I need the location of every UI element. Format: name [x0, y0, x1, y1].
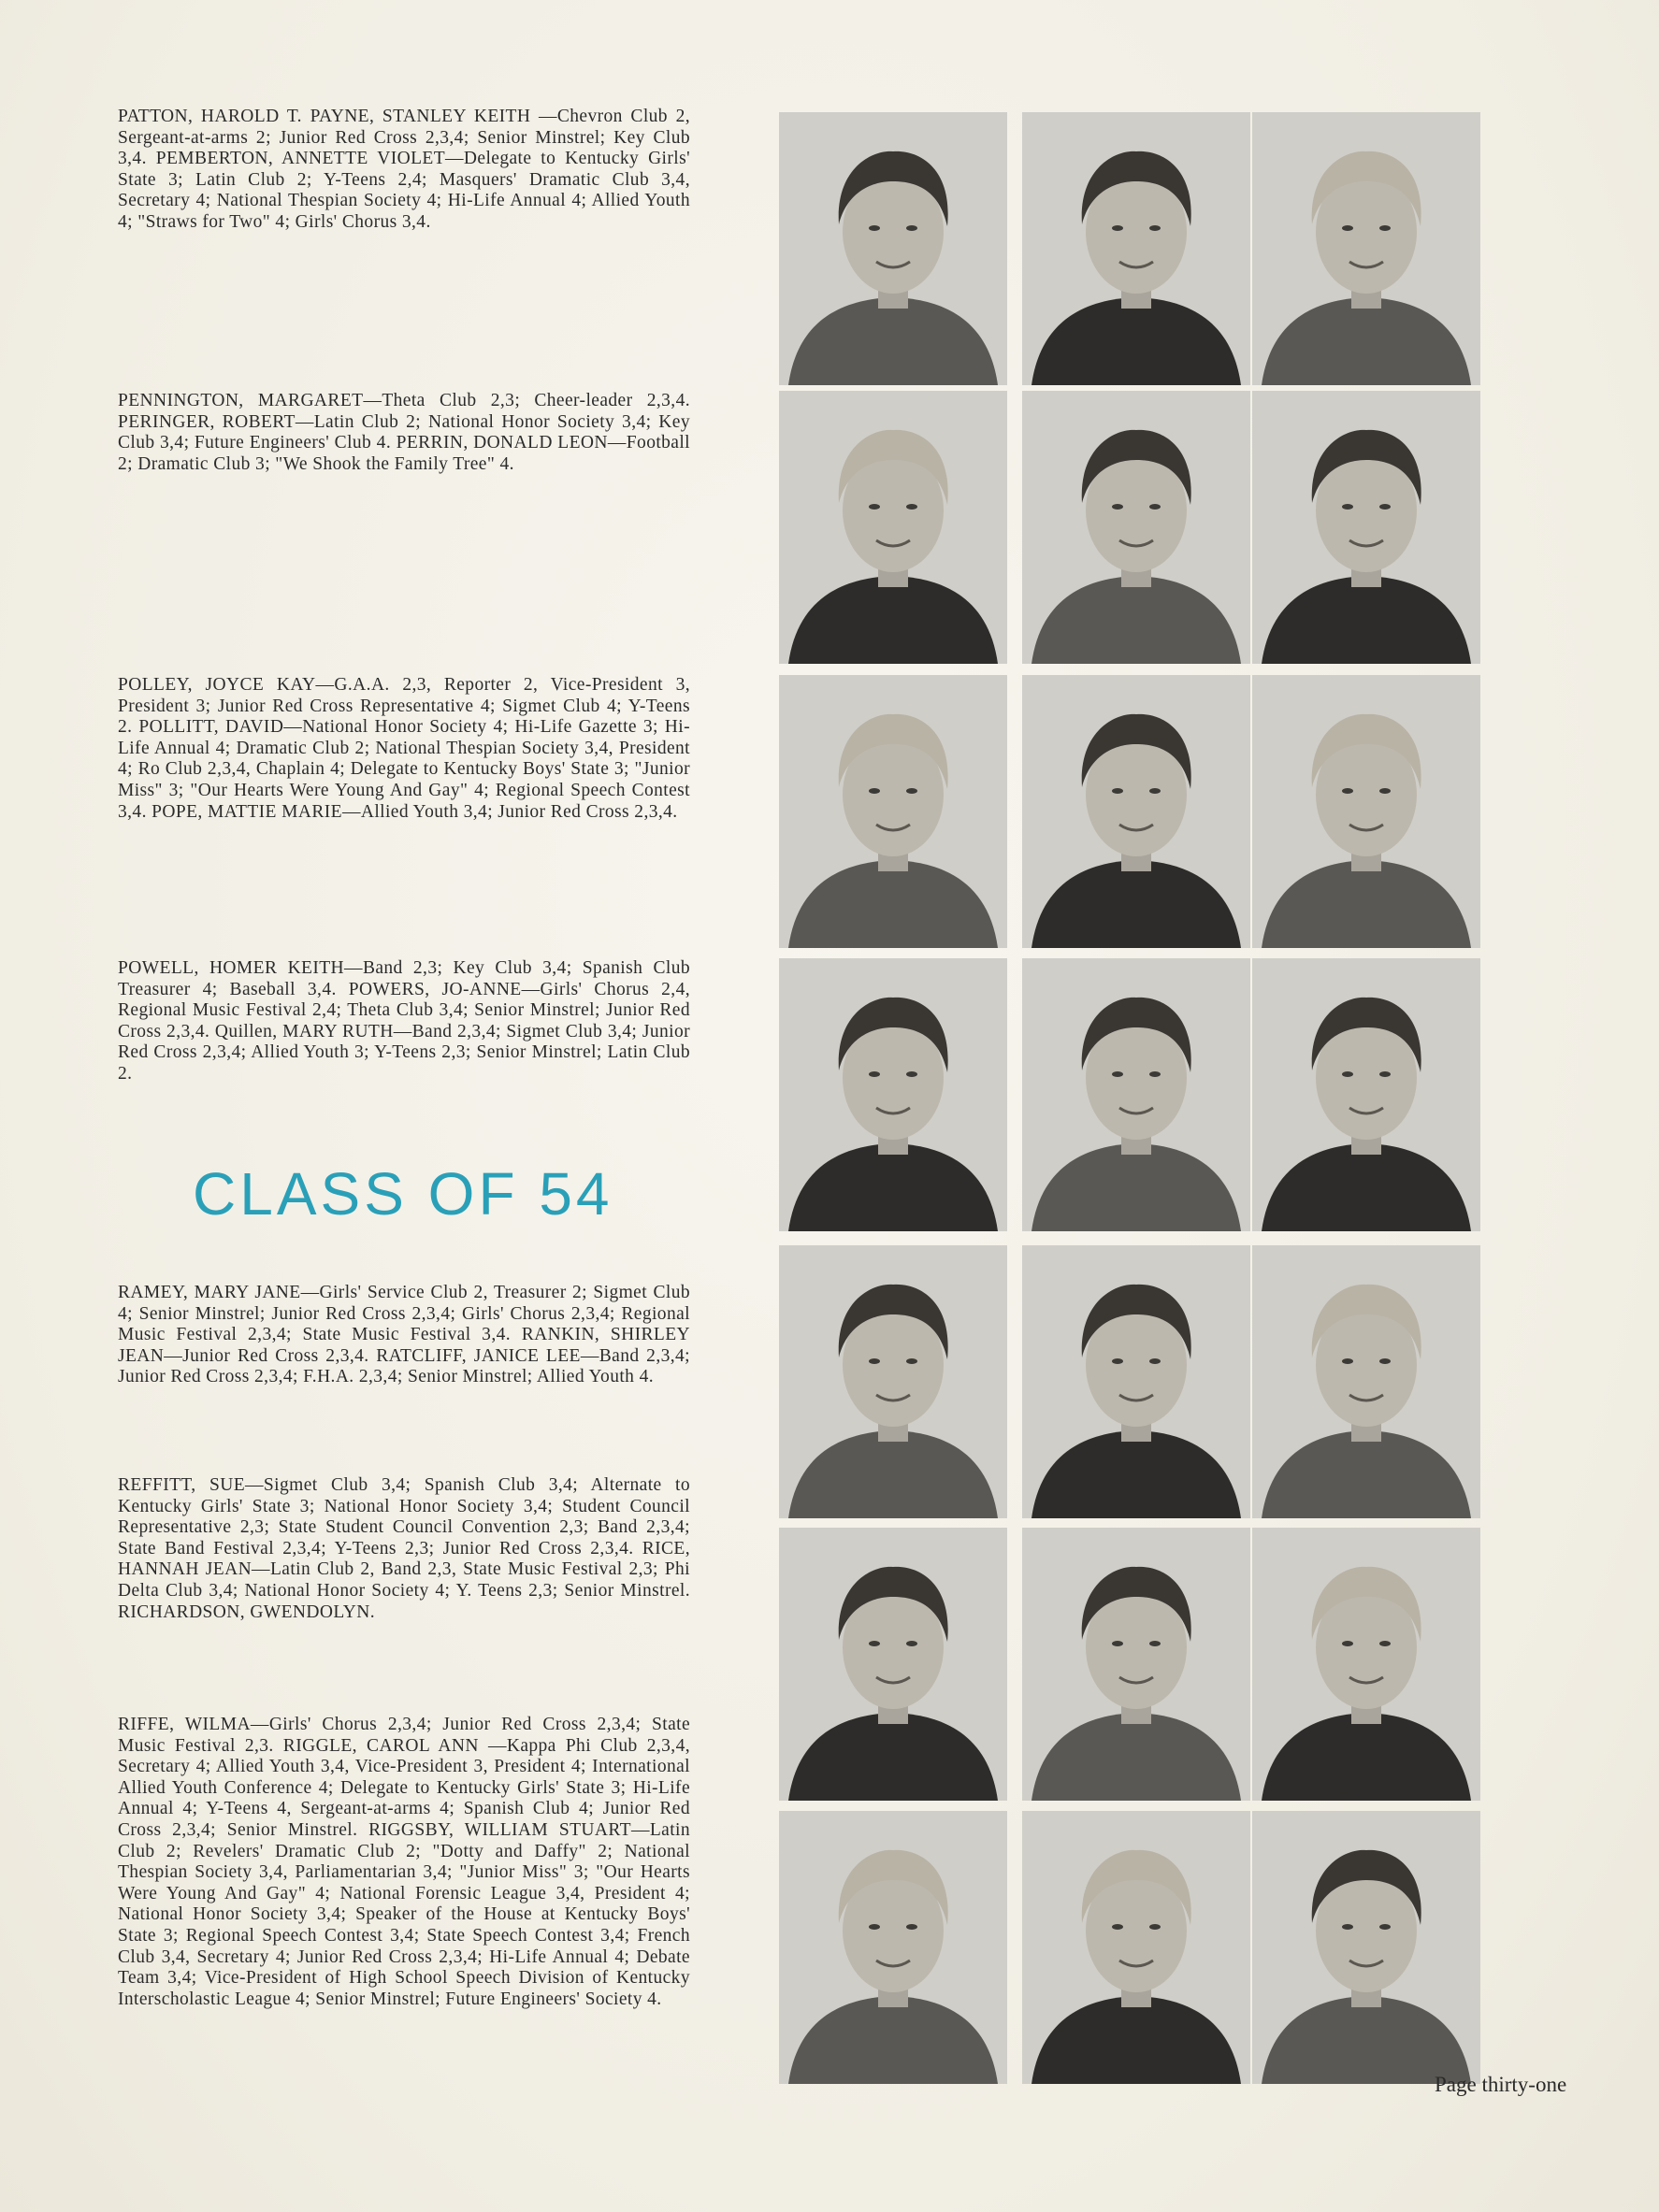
senior-bio-group: POLLEY, JOYCE KAY—G.A.A. 2,3, Reporter 2, Vice-President 3, President 3; Junior Red Cross Representative 4; Sigmet Club 4; Y-Teens 2. POLLITT, DAVID—National Honor Society 4; Hi-Life Gazette 3; Hi-Life Annual 4; Dramatic Club 2; National Thespian Society 3,4, President 4; Ro Club 2,3,4, Chaplain 4; Delegate to Kentucky Boys' State 3; "Junior Miss" 3; "Our Hearts Were Young And Gay" 4; Regional Speech Contest 3,4. POPE, MATTIE MARIE—Allied Youth 3,4; Junior Red Cross 2,3,4. — [118, 675, 690, 822]
student-portrait — [779, 112, 1007, 385]
page-number: Page thirty-one — [1435, 2073, 1567, 2096]
student-portrait — [1022, 112, 1250, 385]
student-portrait — [779, 391, 1007, 664]
student-portrait — [779, 1811, 1007, 2084]
class-heading: CLASS OF 54 — [193, 1160, 613, 1228]
student-portrait — [1022, 958, 1250, 1231]
student-portrait — [779, 675, 1007, 948]
senior-bio-group: POWELL, HOMER KEITH—Band 2,3; Key Club 3,4; Spanish Club Treasurer 4; Baseball 3,4. POWERS, JO-ANNE—Girls' Chorus 2,4, Regional Music Festival 2,4; Theta Club 3,4; Senior Minstrel; Junior Red Cross 2,3,4. Quillen, MARY RUTH—Band 2,3,4; Sigmet Club 3,4; Junior Red Cross 2,3,4; Allied Youth 3; Y-Teens 2,3; Senior Minstrel; Latin Club 2. — [118, 958, 690, 1084]
student-portrait — [1022, 1528, 1250, 1801]
senior-bio-group: REFFITT, SUE—Sigmet Club 3,4; Spanish Club 3,4; Alternate to Kentucky Girls' State 3; National Honor Society 3,4; Student Council Representative 2,3; State Student Council Convention 2,3; Band 2,3,4; State Band Festival 2,3,4; Y-Teens 2,3; Junior Red Cross 2,3,4. RICE, HANNAH JEAN—Latin Club 2, Band 2,3, State Music Festival 2,3; Phi Delta Club 3,4; National Honor Society 4; Y. Teens 2,3; Senior Minstrel. RICHARDSON, GWENDOLYN. — [118, 1475, 690, 1622]
student-portrait — [1252, 1811, 1480, 2084]
student-portrait — [779, 1245, 1007, 1518]
senior-bio-group: RAMEY, MARY JANE—Girls' Service Club 2, Treasurer 2; Sigmet Club 4; Senior Minstrel; Junior Red Cross 2,3,4; Girls' Chorus 2,3,4; Regional Music Festival 2,3,4; State Music Festival 3,4. RANKIN, SHIRLEY JEAN—Junior Red Cross 2,3,4. RATCLIFF, JANICE LEE—Band 2,3,4; Junior Red Cross 2,3,4; F.H.A. 2,3,4; Senior Minstrel; Allied Youth 4. — [118, 1283, 690, 1387]
senior-bio-group: PATTON, HAROLD T. PAYNE, STANLEY KEITH —Chevron Club 2, Sergeant-at-arms 2; Junior Red Cross 2,3,4; Senior Minstrel; Key Club 3,4. PEMBERTON, ANNETTE VIOLET—Delegate to Kentucky Girls' State 3; Latin Club 2; Y-Teens 2,4; Masquers' Dramatic Club 3,4, Secretary 4; National Thespian Society 4; Hi-Life Annual 4; Allied Youth 4; "Straws for Two" 4; Girls' Chorus 3,4. — [118, 107, 690, 232]
student-portrait — [1252, 958, 1480, 1231]
student-portrait — [1022, 675, 1250, 948]
student-portrait — [779, 1528, 1007, 1801]
student-portrait — [779, 958, 1007, 1231]
student-portrait — [1022, 391, 1250, 664]
student-portrait — [1022, 1811, 1250, 2084]
student-portrait — [1022, 1245, 1250, 1518]
student-portrait — [1252, 675, 1480, 948]
student-portrait — [1252, 1245, 1480, 1518]
senior-bio-group: RIFFE, WILMA—Girls' Chorus 2,3,4; Junior Red Cross 2,3,4; State Music Festival 2,3. RIGGLE, CAROL ANN —Kappa Phi Club 2,3,4, Secretary 4; Allied Youth 3,4, Vice-President 3, President 4; International Allied Youth Conference 4; Delegate to Kentucky Girls' State 3; Hi-Life Annual 4; Y-Teens 4, Sergeant-at-arms 4; Spanish Club 4; Junior Red Cross 2,3,4; Senior Minstrel. RIGGSBY, WILLIAM STUART—Latin Club 2; Revelers' Dramatic Club 2; "Dotty and Daffy" 2; National Thespian Society 3,4, Parliamentarian 3,4; "Junior Miss" 3; "Our Hearts Were Young And Gay" 4; National Forensic League 3,4, President 4; National Honor Society 3,4; Speaker of the House at Kentucky Boys' State 3; Regional Speech Contest 3,4; State Speech Contest 3,4; French Club 3,4, Secretary 4; Junior Red Cross 2,3,4; Hi-Life Annual 4; Debate Team 3,4; Vice-President of High School Speech Division of Kentucky Interscholastic League 4; Senior Minstrel; Future Engineers' Society 4. — [118, 1715, 690, 2009]
senior-bio-group: PENNINGTON, MARGARET—Theta Club 2,3; Cheer-leader 2,3,4. PERINGER, ROBERT—Latin Club 2; National Honor Society 3,4; Key Club 3,4; Future Engineers' Club 4. PERRIN, DONALD LEON—Football 2; Dramatic Club 3; "We Shook the Family Tree" 4. — [118, 391, 690, 474]
student-portrait — [1252, 391, 1480, 664]
student-portrait — [1252, 1528, 1480, 1801]
student-portrait — [1252, 112, 1480, 385]
